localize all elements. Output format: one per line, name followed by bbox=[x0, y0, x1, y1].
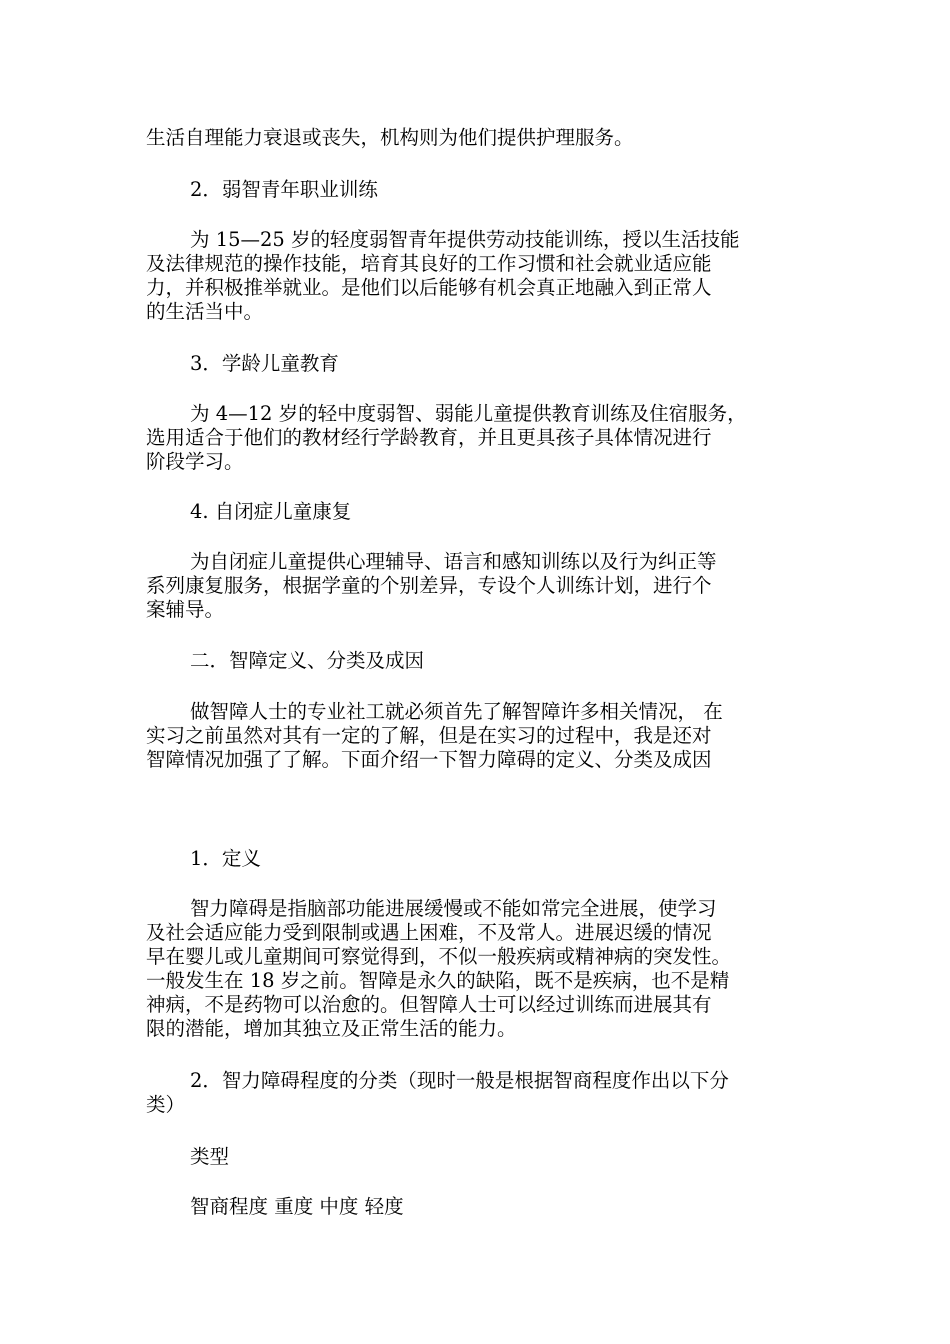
text-line: 一般发生在 18 岁之前。智障是永久的缺陷，既不是疾病，也不是精 bbox=[146, 969, 730, 992]
text-line: 智商程度 重度 中度 轻度 bbox=[190, 1195, 404, 1218]
heading-definition bbox=[146, 847, 860, 871]
text-line: 为自闭症儿童提供心理辅导、语言和感知训练以及行为纠正等 bbox=[190, 550, 717, 573]
heading-youth-vocational-training bbox=[146, 178, 860, 202]
text-line: 智力障碍是指脑部功能进展缓慢或不能如常完全进展，使学习 bbox=[190, 897, 717, 920]
paragraph-definition bbox=[146, 897, 816, 1041]
text-line: 案辅导。 bbox=[146, 598, 225, 621]
text-line: 3．学龄儿童教育 bbox=[190, 352, 339, 375]
paragraph-care-services bbox=[146, 126, 816, 150]
text-line: 实习之前虽然对其有一定的了解，但是在实习的过程中，我是还对 bbox=[146, 724, 712, 747]
text-line: 及社会适应能力受到限制或遇上困难，不及常人。进展迟缓的情况 bbox=[146, 921, 712, 944]
paragraph-youth-vocational-training bbox=[146, 228, 816, 324]
text-line: 力，并积极推举就业。是他们以后能够有机会真正地融入到正常人 bbox=[146, 276, 712, 299]
text-line: 二．智障定义、分类及成因 bbox=[190, 649, 425, 672]
text-line: 及法律规范的操作技能，培育其良好的工作习惯和社会就业适应能 bbox=[146, 252, 712, 275]
text-line: 智障情况加强了了解。下面介绍一下智力障碍的定义、分类及成因 bbox=[146, 748, 712, 771]
text-line: 的生活当中。 bbox=[146, 300, 264, 323]
text-line: 选用适合于他们的教材经行学龄教育，并且更具孩子具体情况进行 bbox=[146, 426, 712, 449]
text-line: 为 4—12 岁的轻中度弱智、弱能儿童提供教育训练及住宿服务， bbox=[190, 402, 747, 425]
text-line: 生活自理能力衰退或丧失，机构则为他们提供护理服务。 bbox=[146, 126, 634, 149]
text-line: 系列康复服务，根据学童的个别差异，专设个人训练计划，进行个 bbox=[146, 574, 712, 597]
label-type bbox=[146, 1145, 860, 1169]
heading-severity-classification bbox=[146, 1069, 816, 1117]
text-line: 类） bbox=[146, 1093, 186, 1116]
paragraph-intro-intellectual-disability bbox=[146, 700, 816, 772]
text-line: 神病，不是药物可以治愈的。但智障人士可以经过训练而进展其有 bbox=[146, 993, 712, 1016]
heading-definition-classification-causes bbox=[146, 649, 860, 673]
text-line: 早在婴儿或儿童期间可察觉得到，不似一般疾病或精神病的突发性。 bbox=[146, 945, 732, 968]
text-line: 限的潜能，增加其独立及正常生活的能力。 bbox=[146, 1017, 517, 1040]
text-line: 阶段学习。 bbox=[146, 450, 244, 473]
text-line: 1．定义 bbox=[190, 847, 261, 870]
heading-autism-rehabilitation bbox=[146, 500, 860, 524]
text-line: 为 15—25 岁的轻度弱智青年提供劳动技能训练，授以生活技能 bbox=[190, 228, 740, 251]
text-line: 类型 bbox=[190, 1145, 230, 1168]
heading-school-age-education bbox=[146, 352, 860, 376]
row-iq-levels bbox=[146, 1195, 860, 1219]
text-line: 4. 自闭症儿童康复 bbox=[190, 500, 352, 523]
text-line: 2．弱智青年职业训练 bbox=[190, 178, 378, 201]
paragraph-autism-rehabilitation bbox=[146, 550, 816, 622]
paragraph-school-age-education bbox=[146, 402, 816, 474]
text-line: 2．智力障碍程度的分类（现时一般是根据智商程度作出以下分 bbox=[190, 1069, 729, 1092]
text-line: 做智障人士的专业社工就必须首先了解智障许多相关情况， 在 bbox=[190, 700, 723, 723]
